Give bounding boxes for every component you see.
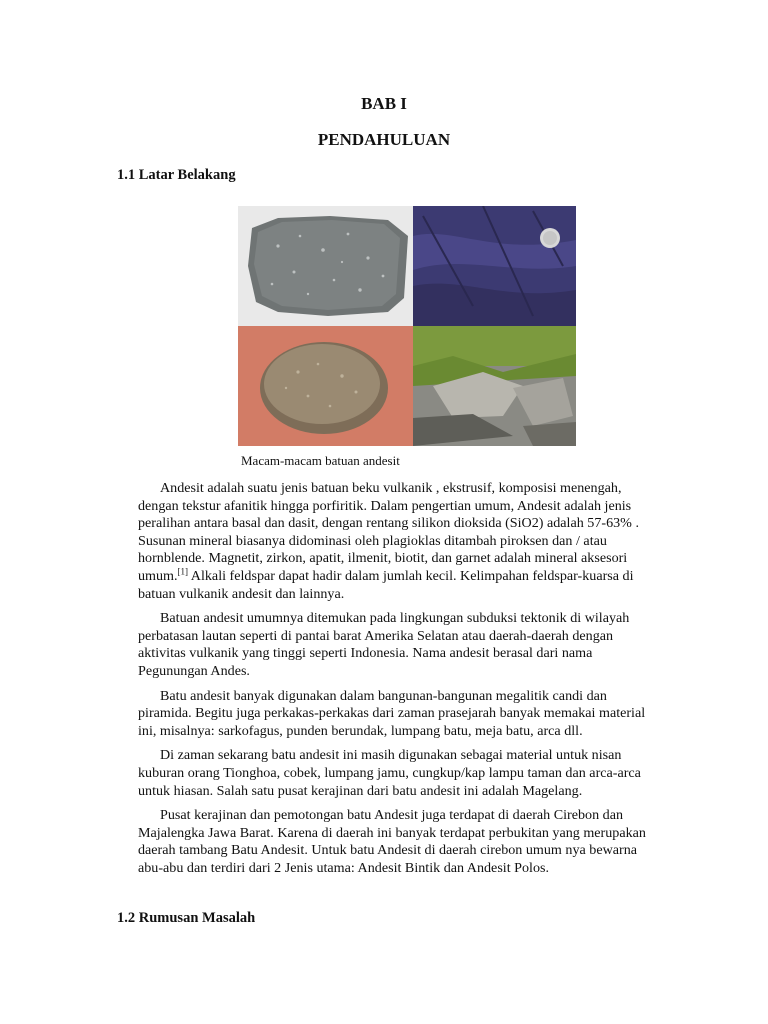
paragraph-3: Batu andesit banyak digunakan dalam bangunan-bangunan megalitik candi dan piramida. Begitu juga perkakas-perkakas dari zaman prasejarah banyak memakai material ini, misalnya: sarkofagus, punden berundak, lumpang batu, meja batu, arca dll.: [138, 687, 646, 739]
paragraph-2: Batuan andesit umumnya ditemukan pada lingkungan subduksi tektonik di wilayah perbatasan lautan seperti di pantai barat Amerika Selatan atau daerah-daerah dengan aktivitas vulkanik yang tinggi seperti Indonesia. Nama andesit berasal dari nama Pegunungan Andes.: [138, 610, 630, 679]
paragraph-5: Pusat kerajinan dan pemotongan batu Andesit juga terdapat di daerah Cirebon dan Majalengka Jawa Barat. Karena di daerah ini banyak terdapat perbukitan yang merupakan daerah tambang Batu Andesit. Untuk batu Andesit di daerah cirebon umum nya bewarna abu-abu dan terdiri dari 2 Jenis utama: Andesit Bintik dan Andesit Polos.: [138, 807, 646, 876]
section-heading-rumusan-masalah: 1.2 Rumusan Masalah: [117, 910, 256, 926]
chapter-title: PENDAHULUAN: [317, 130, 451, 149]
paragraph-4: Di zaman sekarang batu andesit ini masih digunakan sebagai material untuk nisan kuburan orang Tionghoa, cobek, lumpang jamu, cungkup/kap lampu taman dan arca-arca untuk hiasan. Salah satu pusat kerajinan dari batu andesit ini adalah Magelang.: [138, 747, 641, 799]
photo-andesite-outcrop-with-grass: [413, 326, 576, 446]
paragraph-1: [138, 480, 656, 603]
chapter-heading: BAB I: [361, 94, 407, 113]
photo-brown-andesite-rock: [238, 326, 413, 446]
photo-grey-andesite-rock: [238, 206, 413, 326]
paragraph-1-text: Andesit adalah suatu jenis batuan beku vulkanik , ekstrusif, komposisi menengah, dengan tekstur afanitik hingga porfiritik. Dalam pengertian umum, Andesit adalah jenis peralihan antara basal dan dasit, dengan rentang silikon dioksida (SiO2) adalah 57-63% . Susunan mineral biasanya didominasi oleh plagioklas ditambah piroksen dan / atau hornblende. Magnetit, zirkon, apatit, ilmenit, biotit, dan garnet adalah mineral aksesori umum.: [138, 480, 639, 584]
section-heading-latar-belakang: 1.1 Latar Belakang: [117, 167, 236, 183]
figure-caption: Macam-macam batuan andesit: [241, 453, 400, 468]
photo-purple-andesite-outcrop: [413, 206, 576, 326]
andesite-photo-grid: [238, 206, 576, 446]
body-text: [138, 480, 656, 884]
paragraph-1-text-cont: Alkali feldspar dapat hadir dalam jumlah kecil. Kelimpahan feldspar-kuarsa di batuan vulkanik andesit dan lainnya.: [138, 567, 634, 602]
reference-link[interactable]: [1]: [177, 566, 189, 577]
